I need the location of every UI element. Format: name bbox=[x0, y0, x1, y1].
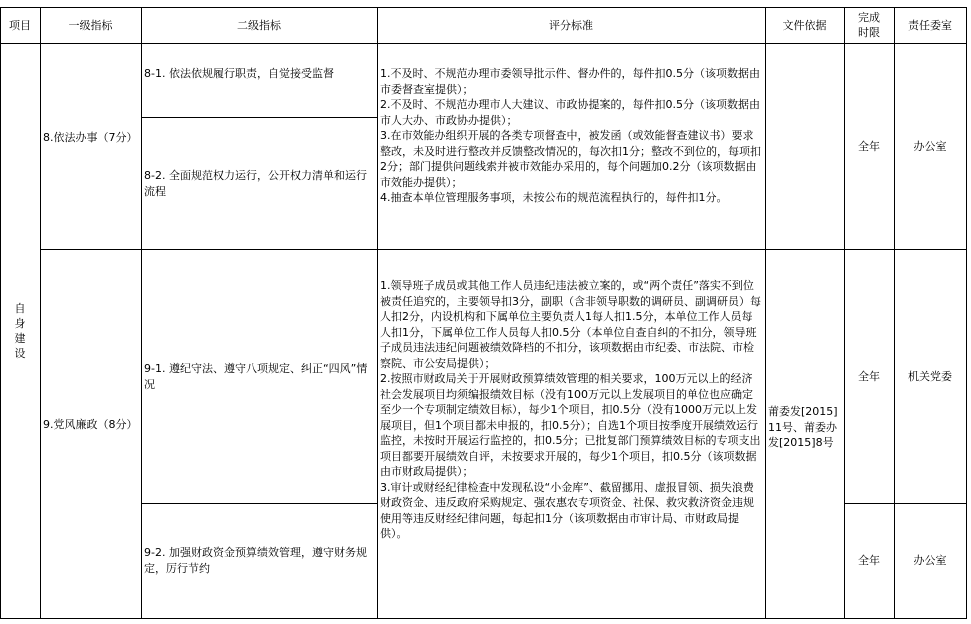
grid-line bbox=[894, 7, 895, 619]
header-item: 项目 bbox=[9, 18, 31, 32]
level2-indicator-9-1: 9-1. 遵纪守法、遵守八项规定、纠正“四风”情况 bbox=[144, 362, 368, 391]
level1-indicator-8: 8.依法办事（7分） bbox=[43, 131, 138, 144]
criteria-item: 3.审计或财经纪律检查中发现私设“小金库”、截留挪用、虚报冒领、损失浪费财政资金、违反政府采购规定、强农惠农专项资金、社保、救灾救济资金违规使用等违反财经纪律问题，每起扣1分（该项数据由市审计局、市财政局提供）。 bbox=[380, 480, 754, 540]
grid-line bbox=[966, 7, 967, 619]
level2-indicator-8-1: 8-1. 依法依规履行职责，自觉接受监督 bbox=[144, 67, 334, 80]
category-cell: 自身建设 bbox=[14, 301, 26, 360]
grid-line bbox=[0, 43, 967, 44]
header-level1: 一级指标 bbox=[68, 18, 113, 32]
grid-line bbox=[141, 503, 377, 504]
grid-line bbox=[141, 7, 142, 619]
criteria-item: 3.在市效能办组织开展的各类专项督查中，被发函（或效能督查建议书）要求整改，未及时进行整改并反馈整改情况的，每次扣1分；整改不到位的，每项扣2分；部门提供问题线索并被市效能办采用的，每个问题加0.2分（该项数据由市效能办提供）； bbox=[380, 129, 761, 189]
grid-line bbox=[844, 7, 845, 619]
basis-document: 莆委发[2015]11号、莆委办发[2015]8号 bbox=[768, 405, 838, 449]
header-basis: 文件依据 bbox=[782, 18, 827, 32]
criteria-item: 1.不及时、不规范办理市委领导批示件、督办件的，每件扣0.5分（该项数据由市委督查室提供）； bbox=[380, 67, 760, 96]
criteria-item: 1.领导班子成员或其他工作人员违纪违法被立案的，或“两个责任”落实不到位被责任追究的，主要领导扣3分，副职（含非领导职数的调研员、副调研员）每人扣2分，内设机构和下属单位主要负责人1每人扣1.5分，本单位工作人员每人扣1分，下属单位工作人员每人扣0.5分（本单位自查自纠的不扣分，领导班子成员违法违纪问题被绩效降档的不扣分，该项数据由市纪委、市法院、市检察院、市公安局提供）； bbox=[380, 279, 761, 370]
dept-9-2: 办公室 bbox=[913, 554, 947, 567]
header-level2: 二级指标 bbox=[237, 18, 281, 32]
grid-line bbox=[765, 7, 766, 619]
grid-line bbox=[40, 249, 967, 250]
dept-9-1: 机关党委 bbox=[908, 369, 952, 383]
header-dept: 责任委室 bbox=[908, 18, 952, 32]
level2-indicator-8-2: 8-2. 全面规范权力运行，公开权力清单和运行流程 bbox=[144, 169, 367, 198]
criteria-item: 2.不及时、不规范办理市人大建议、市政协提案的，每件扣0.5分（该项数据由市人大办、市政协办提供）； bbox=[380, 98, 760, 127]
deadline-9-2: 全年 bbox=[858, 554, 880, 567]
grid-line bbox=[0, 7, 1, 619]
header-criteria: 评分标准 bbox=[549, 18, 593, 32]
grid-line bbox=[141, 117, 377, 118]
grid-line bbox=[0, 7, 967, 8]
criteria-item: 2.按照市财政局关于开展财政预算绩效管理的相关要求，100万元以上的经济社会发展项目均须编报绩效目标（没有100万元以上发展项目的单位也应确定至少一个专项制定绩效目标），每少1个项目，扣0.5分（没有1000万元以上发展项目，但1个项目都未申报的，扣0.5分）；自选1个项目按季度开展绩效运行监控，未按时开展运行监控的，扣0.5分；已批复部门预算绩效目标的专项支出项目都要开展绩效自评，未按要求开展的，每少1个项目，扣0.5分（该项数据由市财政局提供）； bbox=[380, 372, 761, 478]
level2-indicator-9-2: 9-2. 加强财政资金预算绩效管理，遵守财务规定，厉行节约 bbox=[144, 546, 367, 575]
grid-line bbox=[844, 503, 967, 504]
header-deadline: 完成时限 bbox=[858, 11, 880, 39]
criteria-group-8 bbox=[380, 66, 763, 206]
deadline-9-1: 全年 bbox=[858, 369, 880, 383]
criteria-item: 4.抽查本单位管理服务事项，未按公布的规范流程执行的，每件扣1分。 bbox=[380, 191, 728, 204]
dept-group-8: 办公室 bbox=[913, 139, 947, 153]
deadline-group-8: 全年 bbox=[858, 139, 880, 153]
level1-indicator-9: 9.党风廉政（8分） bbox=[43, 418, 138, 431]
grid-line bbox=[377, 7, 378, 619]
grid-line bbox=[0, 618, 967, 619]
criteria-group-9 bbox=[380, 278, 763, 542]
grid-line bbox=[40, 7, 41, 619]
